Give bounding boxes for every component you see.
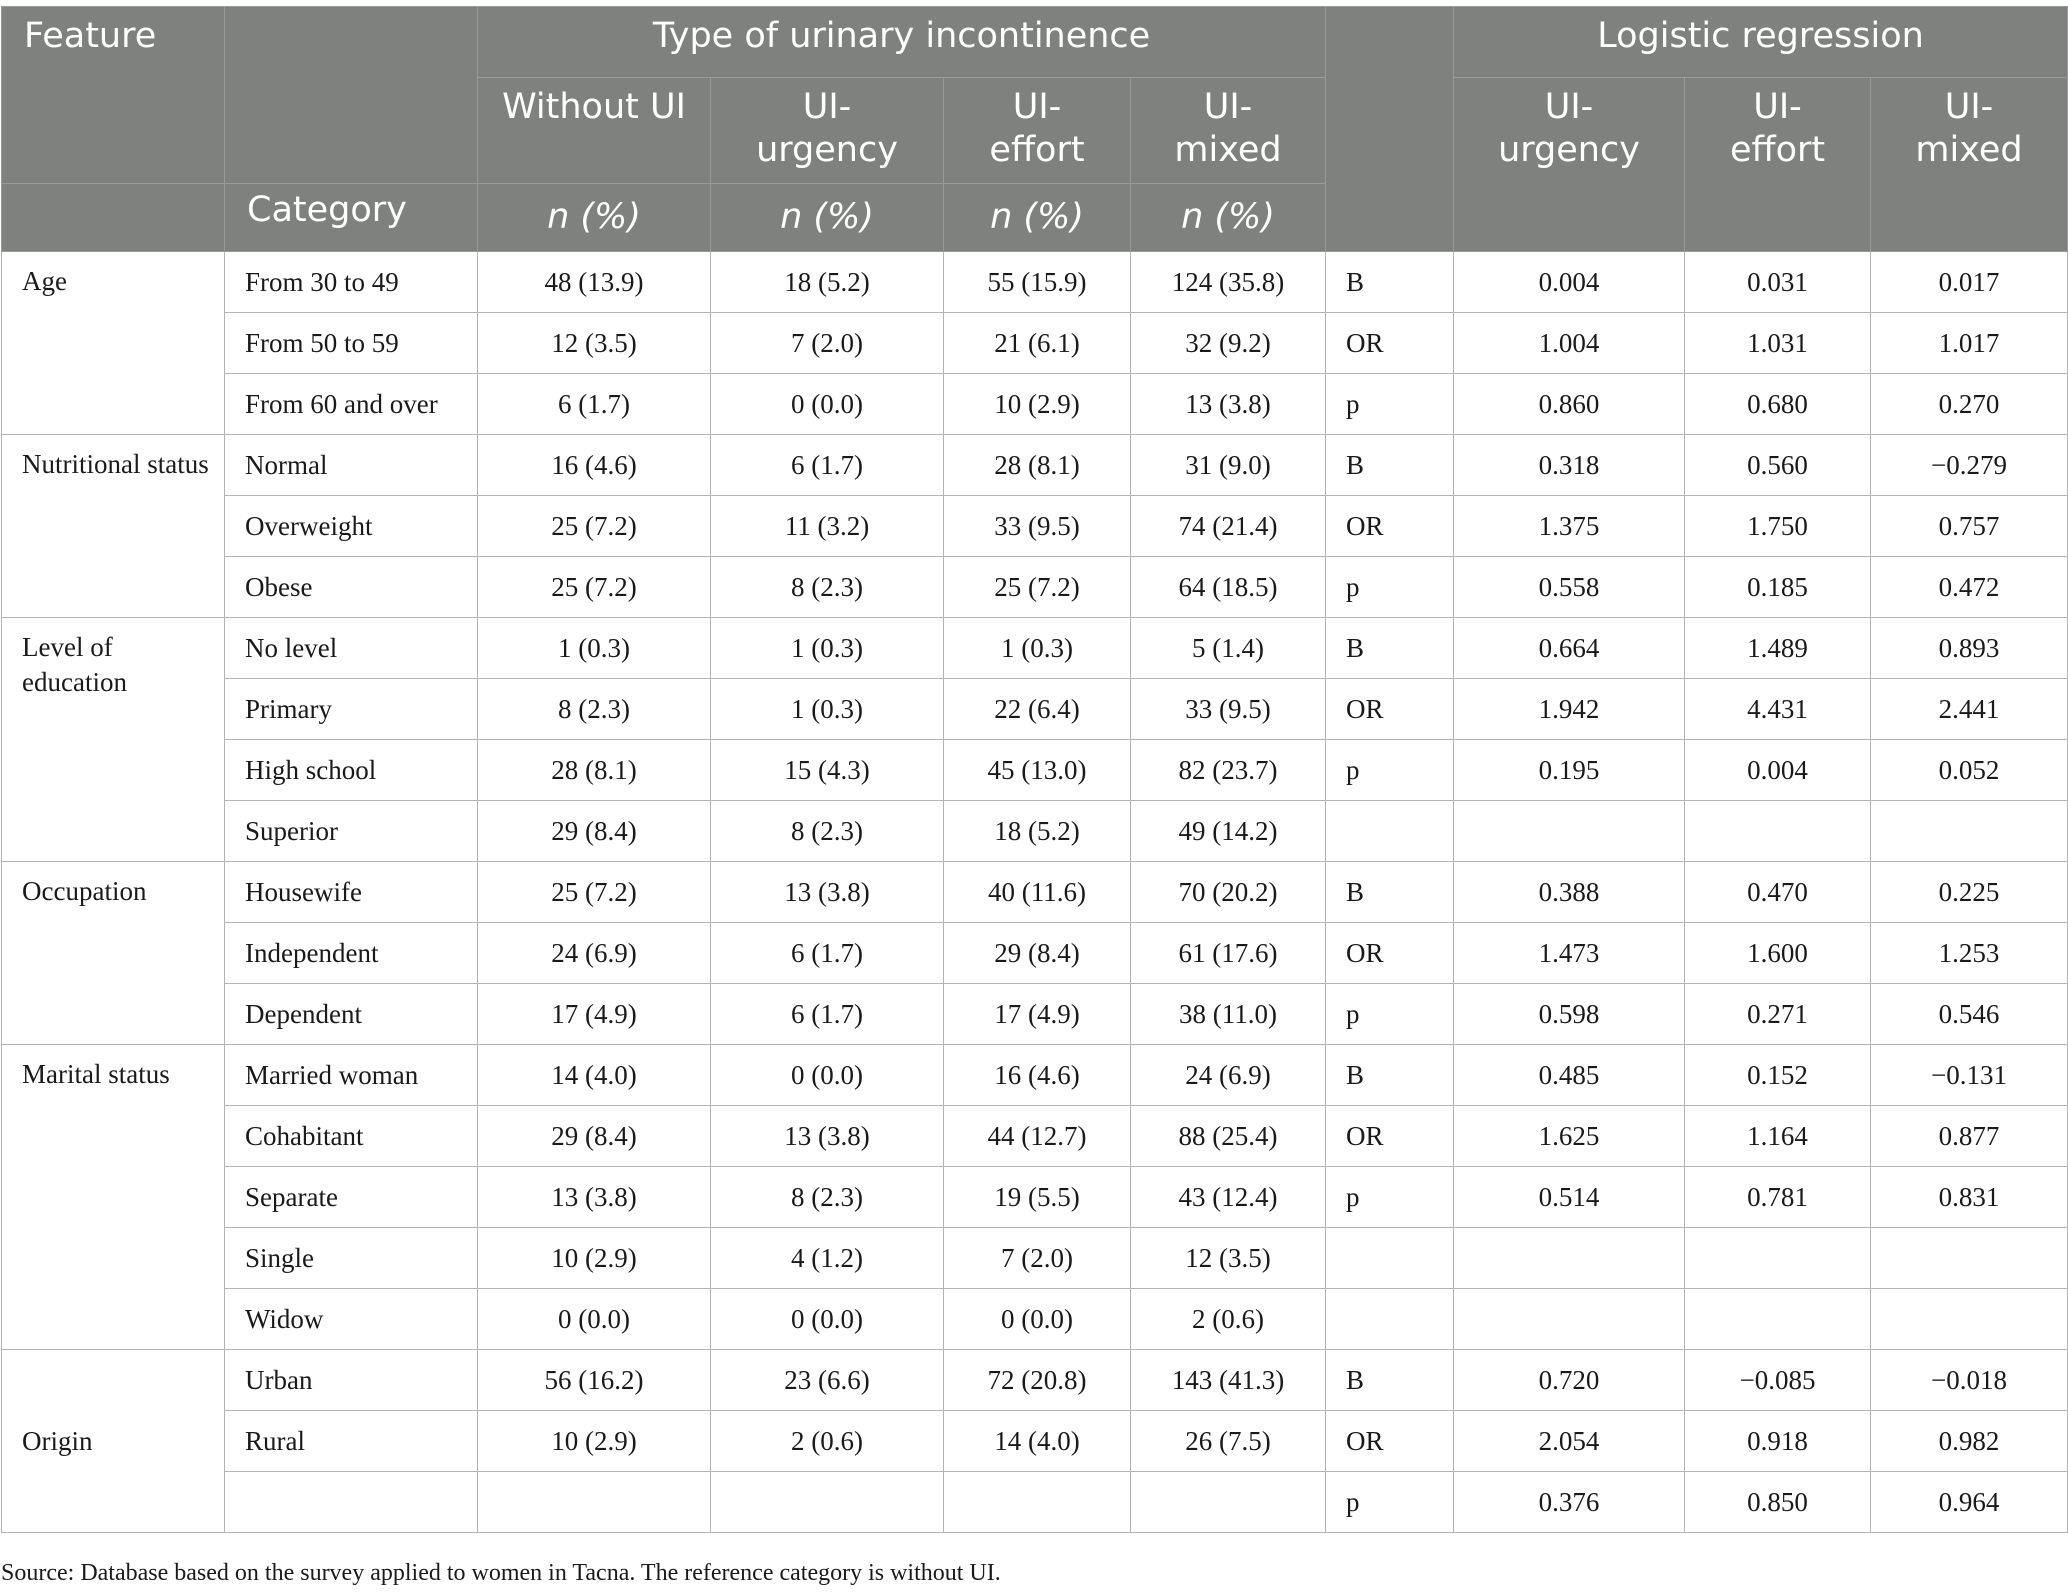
cell-category: High school: [225, 740, 478, 801]
cell-reg-ui-mixed: 0.757: [1871, 496, 2068, 557]
table-row: [2, 1289, 2068, 1350]
cell-reg-ui-mixed: 0.472: [1871, 557, 2068, 618]
cell-ui-urgency: 7 (2.0): [711, 313, 944, 374]
cell-reg-ui-effort: 0.560: [1685, 435, 1871, 496]
cell-without-ui: 25 (7.2): [478, 862, 711, 923]
cell-ui-effort: 22 (6.4): [944, 679, 1131, 740]
cell-reg-ui-mixed: 2.441: [1871, 679, 2068, 740]
cell-stat-label: B: [1326, 618, 1454, 679]
cell-reg-ui-mixed: −0.018: [1871, 1350, 2068, 1411]
cell-ui-mixed: 33 (9.5): [1131, 679, 1326, 740]
cell-reg-ui-effort: −0.085: [1685, 1350, 1871, 1411]
cell-feature: Occupation: [2, 862, 225, 1045]
header-col-without-ui: Without UI: [478, 78, 711, 184]
cell-ui-urgency: [711, 1472, 944, 1533]
table-row: [2, 1106, 2068, 1167]
cell-without-ui: 10 (2.9): [478, 1228, 711, 1289]
cell-reg-ui-effort: 0.185: [1685, 557, 1871, 618]
cell-stat-label: p: [1326, 984, 1454, 1045]
cell-without-ui: 17 (4.9): [478, 984, 711, 1045]
header-reg-ui-effort: UI- effort: [1685, 78, 1871, 252]
results-table-container: [1, 6, 2067, 1533]
cell-category: Rural: [225, 1411, 478, 1472]
cell-reg-ui-urgency: 0.004: [1454, 252, 1685, 313]
cell-ui-mixed: 31 (9.0): [1131, 435, 1326, 496]
cell-category: No level: [225, 618, 478, 679]
header-n-ui-urgency: n (%): [711, 184, 944, 252]
cell-reg-ui-urgency: 0.598: [1454, 984, 1685, 1045]
cell-ui-mixed: 12 (3.5): [1131, 1228, 1326, 1289]
cell-ui-urgency: 8 (2.3): [711, 801, 944, 862]
cell-reg-ui-mixed: 0.831: [1871, 1167, 2068, 1228]
header-type-group: Type of urinary incontinence: [478, 7, 1326, 78]
cell-ui-urgency: 13 (3.8): [711, 1106, 944, 1167]
cell-ui-mixed: 143 (41.3): [1131, 1350, 1326, 1411]
header-n-without-ui: n (%): [478, 184, 711, 252]
cell-stat-label: B: [1326, 1350, 1454, 1411]
cell-reg-ui-effort: [1685, 1228, 1871, 1289]
cell-reg-ui-urgency: 0.376: [1454, 1472, 1685, 1533]
cell-ui-mixed: 38 (11.0): [1131, 984, 1326, 1045]
cell-ui-urgency: 13 (3.8): [711, 862, 944, 923]
cell-reg-ui-mixed: 0.017: [1871, 252, 2068, 313]
cell-reg-ui-mixed: −0.131: [1871, 1045, 2068, 1106]
cell-ui-urgency: 8 (2.3): [711, 1167, 944, 1228]
cell-category: From 30 to 49: [225, 252, 478, 313]
table-body: [2, 252, 2068, 1533]
cell-reg-ui-urgency: 1.625: [1454, 1106, 1685, 1167]
cell-reg-ui-urgency: 0.195: [1454, 740, 1685, 801]
table-row: [2, 1472, 2068, 1533]
cell-ui-effort: [944, 1472, 1131, 1533]
cell-reg-ui-mixed: 0.877: [1871, 1106, 2068, 1167]
cell-category: Cohabitant: [225, 1106, 478, 1167]
cell-stat-label: p: [1326, 374, 1454, 435]
cell-feature: Origin: [2, 1350, 225, 1533]
cell-stat-label: p: [1326, 557, 1454, 618]
cell-ui-mixed: 32 (9.2): [1131, 313, 1326, 374]
table-row: [2, 801, 2068, 862]
cell-feature: Nutritional status: [2, 435, 225, 618]
table-row: [2, 618, 2068, 679]
cell-ui-effort: 7 (2.0): [944, 1228, 1131, 1289]
cell-without-ui: 0 (0.0): [478, 1289, 711, 1350]
table-row: [2, 1411, 2068, 1472]
cell-without-ui: 12 (3.5): [478, 313, 711, 374]
cell-reg-ui-urgency: 0.318: [1454, 435, 1685, 496]
table-row: [2, 313, 2068, 374]
cell-ui-effort: 0 (0.0): [944, 1289, 1131, 1350]
cell-reg-ui-mixed: 0.893: [1871, 618, 2068, 679]
cell-stat-label: B: [1326, 862, 1454, 923]
cell-reg-ui-effort: 1.750: [1685, 496, 1871, 557]
table-row: [2, 984, 2068, 1045]
cell-reg-ui-mixed: −0.279: [1871, 435, 2068, 496]
cell-reg-ui-effort: 0.781: [1685, 1167, 1871, 1228]
cell-ui-mixed: 26 (7.5): [1131, 1411, 1326, 1472]
cell-reg-ui-mixed: [1871, 801, 2068, 862]
header-n-ui-effort: n (%): [944, 184, 1131, 252]
cell-reg-ui-urgency: 0.720: [1454, 1350, 1685, 1411]
cell-ui-urgency: 1 (0.3): [711, 679, 944, 740]
cell-stat-label: OR: [1326, 679, 1454, 740]
cell-ui-urgency: 0 (0.0): [711, 1289, 944, 1350]
cell-stat-label: OR: [1326, 1411, 1454, 1472]
cell-stat-label: B: [1326, 1045, 1454, 1106]
cell-reg-ui-urgency: 0.485: [1454, 1045, 1685, 1106]
cell-without-ui: [478, 1472, 711, 1533]
cell-reg-ui-effort: 1.164: [1685, 1106, 1871, 1167]
cell-ui-effort: 14 (4.0): [944, 1411, 1131, 1472]
cell-stat-label: OR: [1326, 923, 1454, 984]
cell-without-ui: 14 (4.0): [478, 1045, 711, 1106]
cell-category: Separate: [225, 1167, 478, 1228]
table-row: [2, 1228, 2068, 1289]
cell-reg-ui-urgency: 0.558: [1454, 557, 1685, 618]
cell-stat-label: B: [1326, 252, 1454, 313]
cell-ui-effort: 28 (8.1): [944, 435, 1131, 496]
cell-reg-ui-effort: 0.918: [1685, 1411, 1871, 1472]
cell-reg-ui-mixed: [1871, 1228, 2068, 1289]
cell-reg-ui-urgency: 1.004: [1454, 313, 1685, 374]
cell-stat-label: [1326, 801, 1454, 862]
cell-ui-mixed: 43 (12.4): [1131, 1167, 1326, 1228]
cell-ui-mixed: 124 (35.8): [1131, 252, 1326, 313]
cell-without-ui: 25 (7.2): [478, 496, 711, 557]
cell-without-ui: 48 (13.9): [478, 252, 711, 313]
cell-reg-ui-effort: 0.031: [1685, 252, 1871, 313]
cell-ui-effort: 17 (4.9): [944, 984, 1131, 1045]
cell-ui-urgency: 11 (3.2): [711, 496, 944, 557]
cell-ui-effort: 72 (20.8): [944, 1350, 1131, 1411]
cell-stat-label: OR: [1326, 496, 1454, 557]
results-table: [1, 6, 2068, 1533]
cell-feature: Age: [2, 252, 225, 435]
cell-feature: Level of education: [2, 618, 225, 862]
cell-without-ui: 1 (0.3): [478, 618, 711, 679]
cell-without-ui: 10 (2.9): [478, 1411, 711, 1472]
cell-without-ui: 29 (8.4): [478, 1106, 711, 1167]
cell-reg-ui-effort: 4.431: [1685, 679, 1871, 740]
cell-category: From 60 and over: [225, 374, 478, 435]
table-row: [2, 435, 2068, 496]
cell-stat-label: p: [1326, 1472, 1454, 1533]
cell-ui-effort: 18 (5.2): [944, 801, 1131, 862]
cell-ui-mixed: 13 (3.8): [1131, 374, 1326, 435]
header-category: Category: [225, 184, 478, 252]
cell-reg-ui-effort: 1.031: [1685, 313, 1871, 374]
header-col-ui-effort: UI- effort: [944, 78, 1131, 184]
cell-reg-ui-urgency: 1.942: [1454, 679, 1685, 740]
cell-without-ui: 16 (4.6): [478, 435, 711, 496]
header-reg-ui-urgency: UI- urgency: [1454, 78, 1685, 252]
header-category-spacer: [225, 7, 478, 184]
cell-stat-label: B: [1326, 435, 1454, 496]
cell-stat-label: p: [1326, 1167, 1454, 1228]
cell-ui-effort: 33 (9.5): [944, 496, 1131, 557]
table-row: [2, 557, 2068, 618]
cell-category: Superior: [225, 801, 478, 862]
cell-ui-mixed: 74 (21.4): [1131, 496, 1326, 557]
table-row: [2, 252, 2068, 313]
cell-reg-ui-effort: 0.004: [1685, 740, 1871, 801]
cell-ui-mixed: 24 (6.9): [1131, 1045, 1326, 1106]
cell-ui-effort: 55 (15.9): [944, 252, 1131, 313]
cell-category: Widow: [225, 1289, 478, 1350]
cell-reg-ui-mixed: [1871, 1289, 2068, 1350]
cell-reg-ui-urgency: 1.473: [1454, 923, 1685, 984]
cell-category: Married woman: [225, 1045, 478, 1106]
cell-reg-ui-mixed: 1.253: [1871, 923, 2068, 984]
cell-ui-effort: 21 (6.1): [944, 313, 1131, 374]
header-n-ui-mixed: n (%): [1131, 184, 1326, 252]
cell-ui-urgency: 0 (0.0): [711, 1045, 944, 1106]
cell-reg-ui-urgency: 0.664: [1454, 618, 1685, 679]
cell-ui-urgency: 4 (1.2): [711, 1228, 944, 1289]
cell-without-ui: 29 (8.4): [478, 801, 711, 862]
cell-stat-label: [1326, 1289, 1454, 1350]
cell-reg-ui-effort: [1685, 801, 1871, 862]
cell-stat-label: OR: [1326, 1106, 1454, 1167]
cell-reg-ui-effort: 0.271: [1685, 984, 1871, 1045]
cell-category: Independent: [225, 923, 478, 984]
cell-reg-ui-mixed: 0.052: [1871, 740, 2068, 801]
cell-ui-urgency: 8 (2.3): [711, 557, 944, 618]
cell-ui-mixed: 61 (17.6): [1131, 923, 1326, 984]
cell-feature: Marital status: [2, 1045, 225, 1350]
cell-reg-ui-effort: 0.470: [1685, 862, 1871, 923]
cell-reg-ui-effort: 1.600: [1685, 923, 1871, 984]
table-footnote: Source: Database based on the survey applied to women in Tacna. The reference category is without UI.: [1, 1560, 1001, 1586]
cell-reg-ui-urgency: [1454, 1289, 1685, 1350]
cell-category: Urban: [225, 1350, 478, 1411]
table-row: [2, 923, 2068, 984]
cell-reg-ui-urgency: [1454, 801, 1685, 862]
header-regression-group: Logistic regression: [1454, 7, 2068, 78]
cell-reg-ui-urgency: 1.375: [1454, 496, 1685, 557]
cell-reg-ui-mixed: 0.964: [1871, 1472, 2068, 1533]
cell-ui-effort: 10 (2.9): [944, 374, 1131, 435]
cell-reg-ui-urgency: 2.054: [1454, 1411, 1685, 1472]
table-row: [2, 496, 2068, 557]
cell-reg-ui-effort: 0.680: [1685, 374, 1871, 435]
cell-ui-mixed: 88 (25.4): [1131, 1106, 1326, 1167]
cell-category: Housewife: [225, 862, 478, 923]
cell-ui-mixed: 49 (14.2): [1131, 801, 1326, 862]
cell-without-ui: 6 (1.7): [478, 374, 711, 435]
cell-without-ui: 25 (7.2): [478, 557, 711, 618]
cell-stat-label: OR: [1326, 313, 1454, 374]
cell-category: Normal: [225, 435, 478, 496]
cell-ui-urgency: 2 (0.6): [711, 1411, 944, 1472]
cell-reg-ui-effort: 0.850: [1685, 1472, 1871, 1533]
cell-reg-ui-mixed: 0.225: [1871, 862, 2068, 923]
cell-reg-ui-mixed: 0.982: [1871, 1411, 2068, 1472]
cell-ui-urgency: 23 (6.6): [711, 1350, 944, 1411]
cell-ui-urgency: 6 (1.7): [711, 435, 944, 496]
cell-category: [225, 1472, 478, 1533]
cell-reg-ui-effort: [1685, 1289, 1871, 1350]
cell-without-ui: 56 (16.2): [478, 1350, 711, 1411]
cell-ui-effort: 19 (5.5): [944, 1167, 1131, 1228]
table-row: [2, 1350, 2068, 1411]
cell-reg-ui-urgency: [1454, 1228, 1685, 1289]
cell-category: Dependent: [225, 984, 478, 1045]
header-stat-spacer: [1326, 7, 1454, 252]
cell-ui-urgency: 6 (1.7): [711, 923, 944, 984]
cell-without-ui: 13 (3.8): [478, 1167, 711, 1228]
cell-ui-urgency: 18 (5.2): [711, 252, 944, 313]
table-row: [2, 862, 2068, 923]
cell-ui-urgency: 15 (4.3): [711, 740, 944, 801]
cell-ui-mixed: 82 (23.7): [1131, 740, 1326, 801]
table-row: [2, 740, 2068, 801]
cell-stat-label: [1326, 1228, 1454, 1289]
header-col-ui-urgency: UI- urgency: [711, 78, 944, 184]
header-feature: Feature: [2, 7, 225, 184]
table-row: [2, 374, 2068, 435]
cell-ui-effort: 44 (12.7): [944, 1106, 1131, 1167]
header-col-ui-mixed: UI- mixed: [1131, 78, 1326, 184]
table-row: [2, 679, 2068, 740]
cell-reg-ui-mixed: 0.270: [1871, 374, 2068, 435]
cell-stat-label: p: [1326, 740, 1454, 801]
cell-without-ui: 24 (6.9): [478, 923, 711, 984]
cell-category: Overweight: [225, 496, 478, 557]
cell-reg-ui-mixed: 1.017: [1871, 313, 2068, 374]
cell-category: Single: [225, 1228, 478, 1289]
table-row: [2, 1045, 2068, 1106]
cell-reg-ui-effort: 0.152: [1685, 1045, 1871, 1106]
cell-without-ui: 8 (2.3): [478, 679, 711, 740]
cell-reg-ui-urgency: 0.388: [1454, 862, 1685, 923]
cell-ui-mixed: 5 (1.4): [1131, 618, 1326, 679]
cell-ui-mixed: [1131, 1472, 1326, 1533]
cell-reg-ui-urgency: 0.514: [1454, 1167, 1685, 1228]
cell-category: Obese: [225, 557, 478, 618]
cell-reg-ui-effort: 1.489: [1685, 618, 1871, 679]
table-row: [2, 1167, 2068, 1228]
cell-reg-ui-urgency: 0.860: [1454, 374, 1685, 435]
table-header: [2, 7, 2068, 252]
header-reg-ui-mixed: UI- mixed: [1871, 78, 2068, 252]
cell-ui-urgency: 1 (0.3): [711, 618, 944, 679]
cell-ui-effort: 29 (8.4): [944, 923, 1131, 984]
cell-ui-effort: 1 (0.3): [944, 618, 1131, 679]
cell-without-ui: 28 (8.1): [478, 740, 711, 801]
cell-ui-urgency: 0 (0.0): [711, 374, 944, 435]
cell-ui-effort: 45 (13.0): [944, 740, 1131, 801]
cell-ui-mixed: 2 (0.6): [1131, 1289, 1326, 1350]
cell-category: From 50 to 59: [225, 313, 478, 374]
cell-ui-effort: 40 (11.6): [944, 862, 1131, 923]
cell-ui-mixed: 64 (18.5): [1131, 557, 1326, 618]
cell-category: Primary: [225, 679, 478, 740]
cell-ui-urgency: 6 (1.7): [711, 984, 944, 1045]
cell-reg-ui-mixed: 0.546: [1871, 984, 2068, 1045]
header-feature-spacer: [2, 184, 225, 252]
cell-ui-effort: 25 (7.2): [944, 557, 1131, 618]
cell-ui-effort: 16 (4.6): [944, 1045, 1131, 1106]
cell-ui-mixed: 70 (20.2): [1131, 862, 1326, 923]
